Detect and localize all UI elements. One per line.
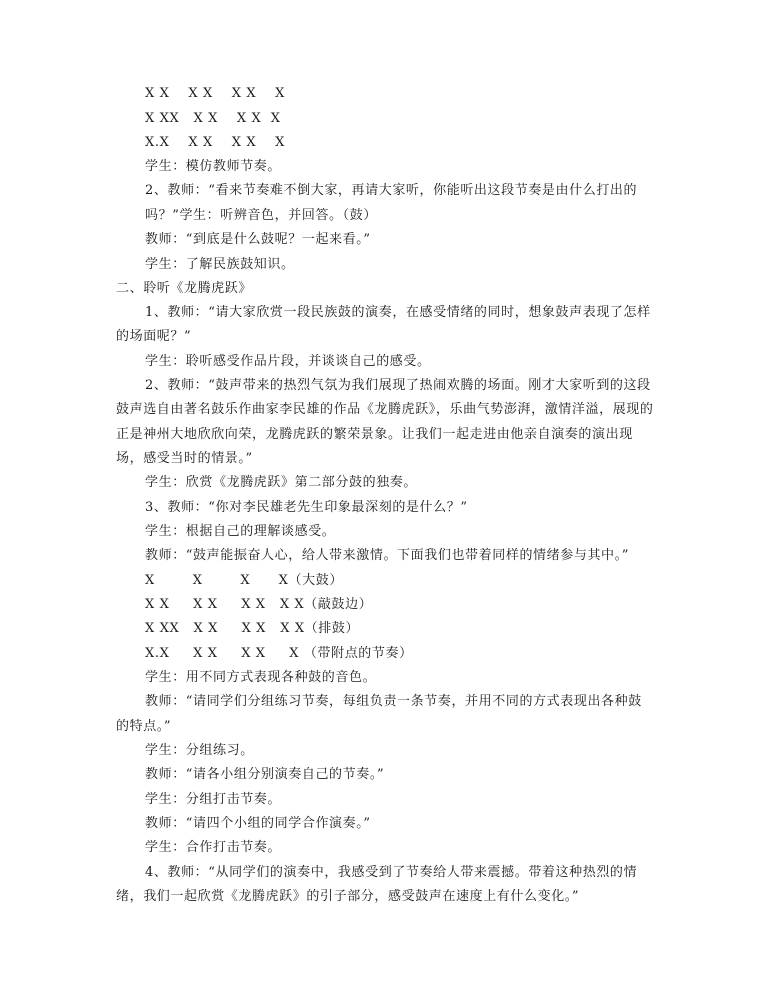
rhythm-line: X.X X X X X X (145, 135, 285, 150)
rhythm-line: X XX X X X X X X（排鼓） (145, 621, 360, 636)
paragraph-line: 2、教师：“看来节奏难不倒大家，再请大家听，你能听出这段节奏是由什么打出的 (145, 183, 638, 198)
rhythm-line: X X X X X X X X（敲鼓边） (145, 597, 373, 612)
paragraph-line: 学生：根据自己的理解谈感受。 (145, 524, 336, 539)
paragraph-line: 教师：“请同学们分组练习节奏，每组负责一条节奏，并用不同的方式表现出各种鼓 (145, 694, 642, 709)
rhythm-line: X X X X X X X (145, 86, 285, 101)
rhythm-line: X.X X X X X X （带附点的节奏） (145, 646, 413, 661)
paragraph-line: 学生：欣赏《龙腾虎跃》第二部分鼓的独奏。 (145, 475, 418, 490)
paragraph-line: 教师：“请各小组分别演奏自己的节奏。” (145, 767, 385, 782)
paragraph-line: 学生：分组练习。 (145, 743, 254, 758)
paragraph-line: 正是神州大地欣欣向荣，龙腾虎跃的繁荣景象。让我们一起走进由他亲自演奏的演出现 (116, 427, 633, 442)
paragraph-line: 绪，我们一起欣赏《龙腾虎跃》的引子部分，感受鼓声在速度上有什么变化。” (116, 889, 580, 904)
paragraph-line: 鼓声选自由著名鼓乐作曲家李民雄的作品《龙腾虎跃》，乐曲气势澎湃，激情洋溢，展现的 (116, 402, 654, 417)
paragraph-line: 3、教师：“你对李民雄老先生印象最深刻的是什么？” (145, 500, 468, 515)
paragraph-line: 2、教师：“鼓声带来的热烈气氛为我们展现了热闹欢腾的场面。刚才大家听到的这段 (145, 378, 651, 393)
paragraph-line: 场，感受当时的情景。” (116, 451, 253, 466)
paragraph-line: 4、教师：“从同学们的演奏中，我感受到了节奏给人带来震撼。带着这种热烈的情 (145, 865, 638, 880)
paragraph-line: 学生：分组打击节奏。 (145, 792, 282, 807)
paragraph-line: 学生：用不同方式表现各种鼓的音色。 (145, 670, 377, 685)
rhythm-line: X X X X（大鼓） (145, 573, 343, 588)
paragraph-line: 教师：“鼓声能振奋人心，给人带来激情。下面我们也带着同样的情绪参与其中。” (145, 548, 629, 563)
paragraph-line: 学生：模仿教师节奏。 (145, 159, 282, 174)
paragraph-line: 1、教师：“请大家欣赏一段民族鼓的演奏，在感受情绪的同时，想象鼓声表现了怎样 (145, 305, 651, 320)
paragraph-line: 学生：聆听感受作品片段，并谈谈自己的感受。 (145, 354, 431, 369)
paragraph-line: 的特点。” (116, 719, 172, 734)
paragraph-line: 教师：“请四个小组的同学合作演奏。” (145, 816, 371, 831)
paragraph-line: 学生：了解民族鼓知识。 (145, 257, 295, 272)
paragraph-line: 教师：“到底是什么鼓呢？一起来看。” (145, 232, 371, 247)
paragraph-line: 学生：合作打击节奏。 (145, 840, 282, 855)
paragraph-line: 吗？”学生：听辨音色，并回答。（鼓） (145, 208, 377, 223)
rhythm-line: X XX X X X X X (145, 111, 281, 126)
section-heading: 二、聆听《龙腾虎跃》 (116, 281, 253, 296)
paragraph-line: 的场面呢？” (116, 329, 192, 344)
